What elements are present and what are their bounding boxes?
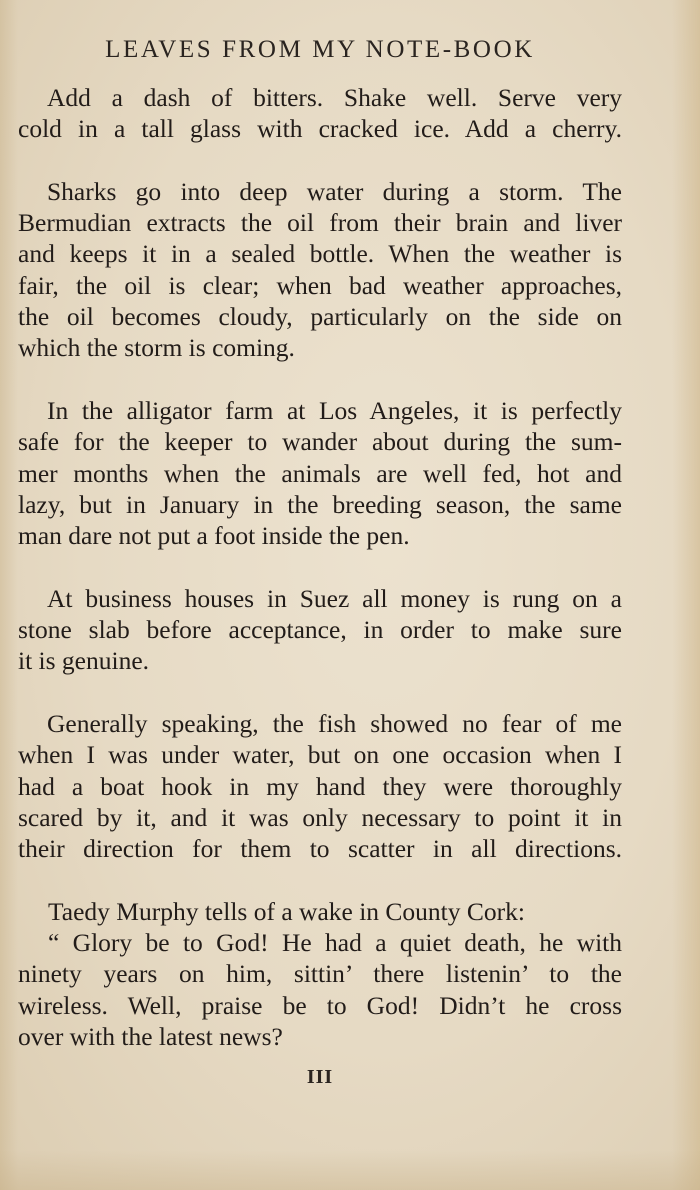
page-number: III — [306, 1066, 334, 1088]
text-line: man dare not put a foot inside the pen. — [18, 521, 410, 551]
text-line: their direction for them to scatter in all directions. — [18, 834, 622, 864]
page-edge-shadow-left — [0, 0, 18, 1190]
text-line: cold in a tall glass with cracked ice. Add a cherry. — [18, 114, 622, 144]
text-line: which the storm is coming. — [18, 333, 295, 363]
page-edge-shadow-right — [672, 0, 700, 1190]
text-line: the oil becomes cloudy, particularly on the side on — [18, 302, 622, 332]
paragraph-sharks — [18, 176, 622, 364]
paragraph-alligator-farm — [18, 395, 622, 551]
text-line: Taedy Murphy tells of a wake in County Cork: — [48, 896, 525, 926]
paragraph-fish — [18, 708, 622, 864]
paragraph-wake-county-cork — [18, 896, 622, 1052]
text-line: lazy, but in January in the breeding season, the same — [18, 489, 622, 519]
text-line: At business houses in Suez all money is rung on a — [47, 583, 622, 613]
text-line: Bermudian extracts the oil from their brain and liver — [18, 208, 622, 238]
text-line: In the alligator farm at Los Angeles, it is perfectly — [47, 395, 622, 425]
text-line: safe for the keeper to wander about during the sum- — [18, 427, 622, 457]
text-line: “ Glory be to God! He had a quiet death, he with — [48, 928, 622, 958]
text-line: when I was under water, but on one occasion when I — [18, 740, 622, 770]
text-line: fair, the oil is clear; when bad weather approaches, — [18, 270, 622, 300]
paragraph-suez-money — [18, 583, 622, 677]
text-line: wireless. Well, praise be to God! Didn’t he cross — [18, 990, 622, 1020]
text-line: had a boat hook in my hand they were thoroughly — [18, 771, 622, 801]
text-line: over with the latest news? — [18, 1021, 283, 1051]
page-edge-shadow-bottom — [0, 1150, 700, 1190]
text-line: Generally speaking, the fish showed no fear of me — [47, 708, 622, 738]
text-line: it is genuine. — [18, 646, 150, 676]
text-line: stone slab before acceptance, in order to make sure — [18, 615, 622, 645]
running-head: LEAVES FROM MY NOTE-BOOK — [105, 36, 535, 63]
text-line: Sharks go into deep water during a storm. The — [47, 176, 622, 206]
body-text — [18, 82, 622, 1084]
paragraph-cocktail — [18, 82, 622, 145]
text-line: mer months when the animals are well fed, hot and — [18, 458, 622, 488]
text-line: scared by it, and it was only necessary to point it in — [18, 802, 622, 832]
text-line: Add a dash of bitters. Shake well. Serve very — [47, 83, 622, 112]
text-line: and keeps it in a sealed bottle. When the weather is — [18, 239, 622, 269]
text-line: ninety years on him, sittin’ there listenin’ to the — [18, 959, 622, 989]
